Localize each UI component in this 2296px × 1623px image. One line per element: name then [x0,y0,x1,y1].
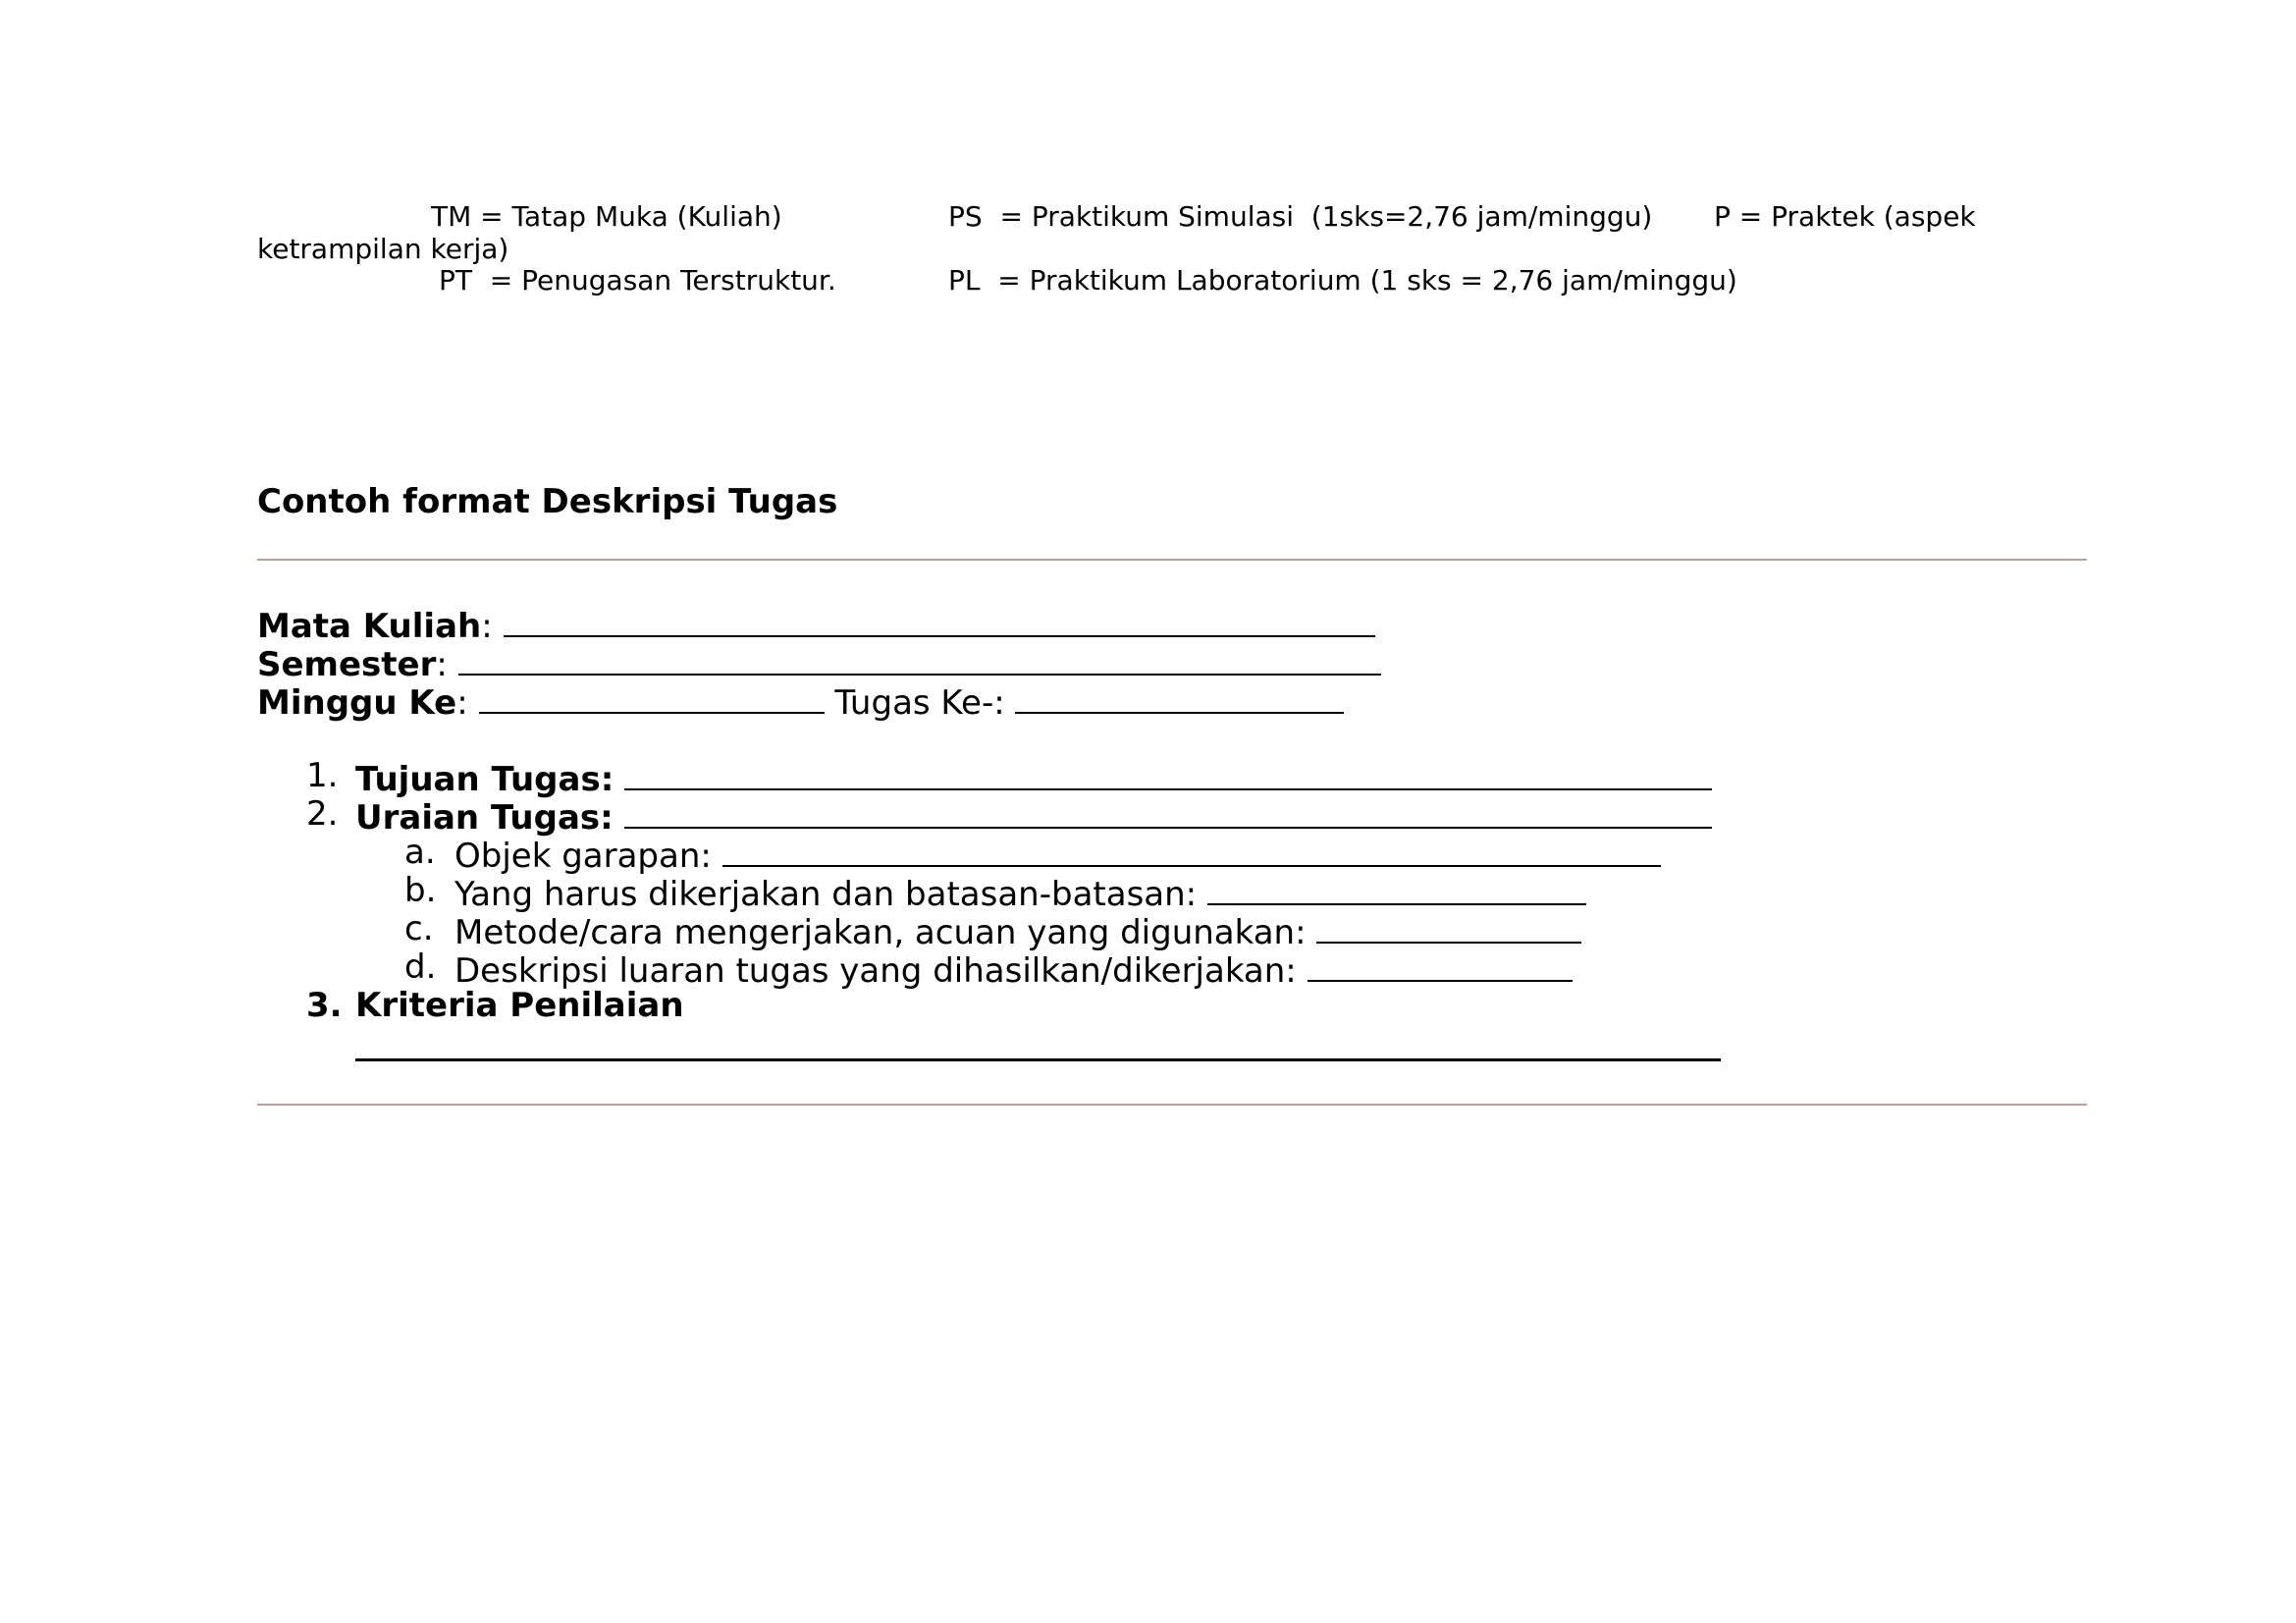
metode-blank[interactable] [1316,912,1581,944]
tugas-ke-label: Tugas Ke-: [834,683,1005,723]
metode-label: Metode/cara mengerjakan, acuan yang digunakan: [454,913,1307,952]
deskripsi-luaran-blank[interactable] [1308,950,1573,982]
top-divider [257,559,2087,561]
deskripsi-luaran-row [454,950,1573,991]
list-number-1: 1. [306,756,339,795]
section-title: Contoh format Deskripsi Tugas [257,482,838,521]
uraian-tugas-label: Uraian Tugas: [355,798,614,838]
yang-harus-row [454,874,1586,914]
uraian-tugas-blank[interactable] [624,797,1712,829]
sub-letter-a: a. [404,833,436,872]
kriteria-penilaian-blank[interactable] [355,1058,1721,1061]
mata-kuliah-blank[interactable] [504,606,1375,637]
sub-letter-c: c. [404,909,434,948]
legend-p: P = Praktek (aspek [1714,200,1976,233]
tugas-ke-blank[interactable] [1015,682,1344,714]
mata-kuliah-row: Mata Kuliah: [257,606,1375,643]
semester-row: Semester: [257,644,1381,681]
list-number-3: 3. [306,986,343,1025]
yang-harus-label: Yang harus dikerjakan dan batasan-batasan: [454,875,1198,914]
legend-tm: TM = Tatap Muka (Kuliah) [431,200,782,233]
objek-garapan-blank[interactable] [722,836,1661,867]
sub-letter-d: d. [404,947,437,987]
legend-pl: PL = Praktikum Laboratorium (1 sks = 2,76 jam/minggu) [948,264,1737,297]
legend-p-continued: ketrampilan kerja) [257,233,509,265]
legend-ps: PS = Praktikum Simulasi (1sks=2,76 jam/minggu) [948,200,1653,233]
bottom-divider [257,1104,2087,1106]
tujuan-tugas-label: Tujuan Tugas: [355,760,614,799]
minggu-ke-blank[interactable] [479,682,825,714]
list-number-2: 2. [306,794,339,834]
sub-letter-b: b. [404,871,437,910]
minggu-ke-label: Minggu Ke [257,683,457,723]
deskripsi-luaran-label: Deskripsi luaran tugas yang dihasilkan/dikerjakan: [454,951,1297,991]
uraian-tugas-row [355,797,1712,838]
mata-kuliah-label: Mata Kuliah [257,607,482,646]
objek-garapan-label: Objek garapan: [454,837,712,876]
legend-pt: PT = Penugasan Terstruktur. [439,264,836,297]
kriteria-penilaian-label: Kriteria Penilaian [355,986,684,1025]
metode-row [454,912,1581,952]
semester-label: Semester [257,645,437,684]
semester-blank[interactable] [458,644,1381,676]
tujuan-tugas-row [355,759,1712,799]
yang-harus-blank[interactable] [1207,874,1586,905]
objek-garapan-row [454,836,1661,876]
tujuan-tugas-blank[interactable] [624,759,1712,790]
minggu-ke-row: Minggu Ke: Tugas Ke-: [257,682,1344,720]
